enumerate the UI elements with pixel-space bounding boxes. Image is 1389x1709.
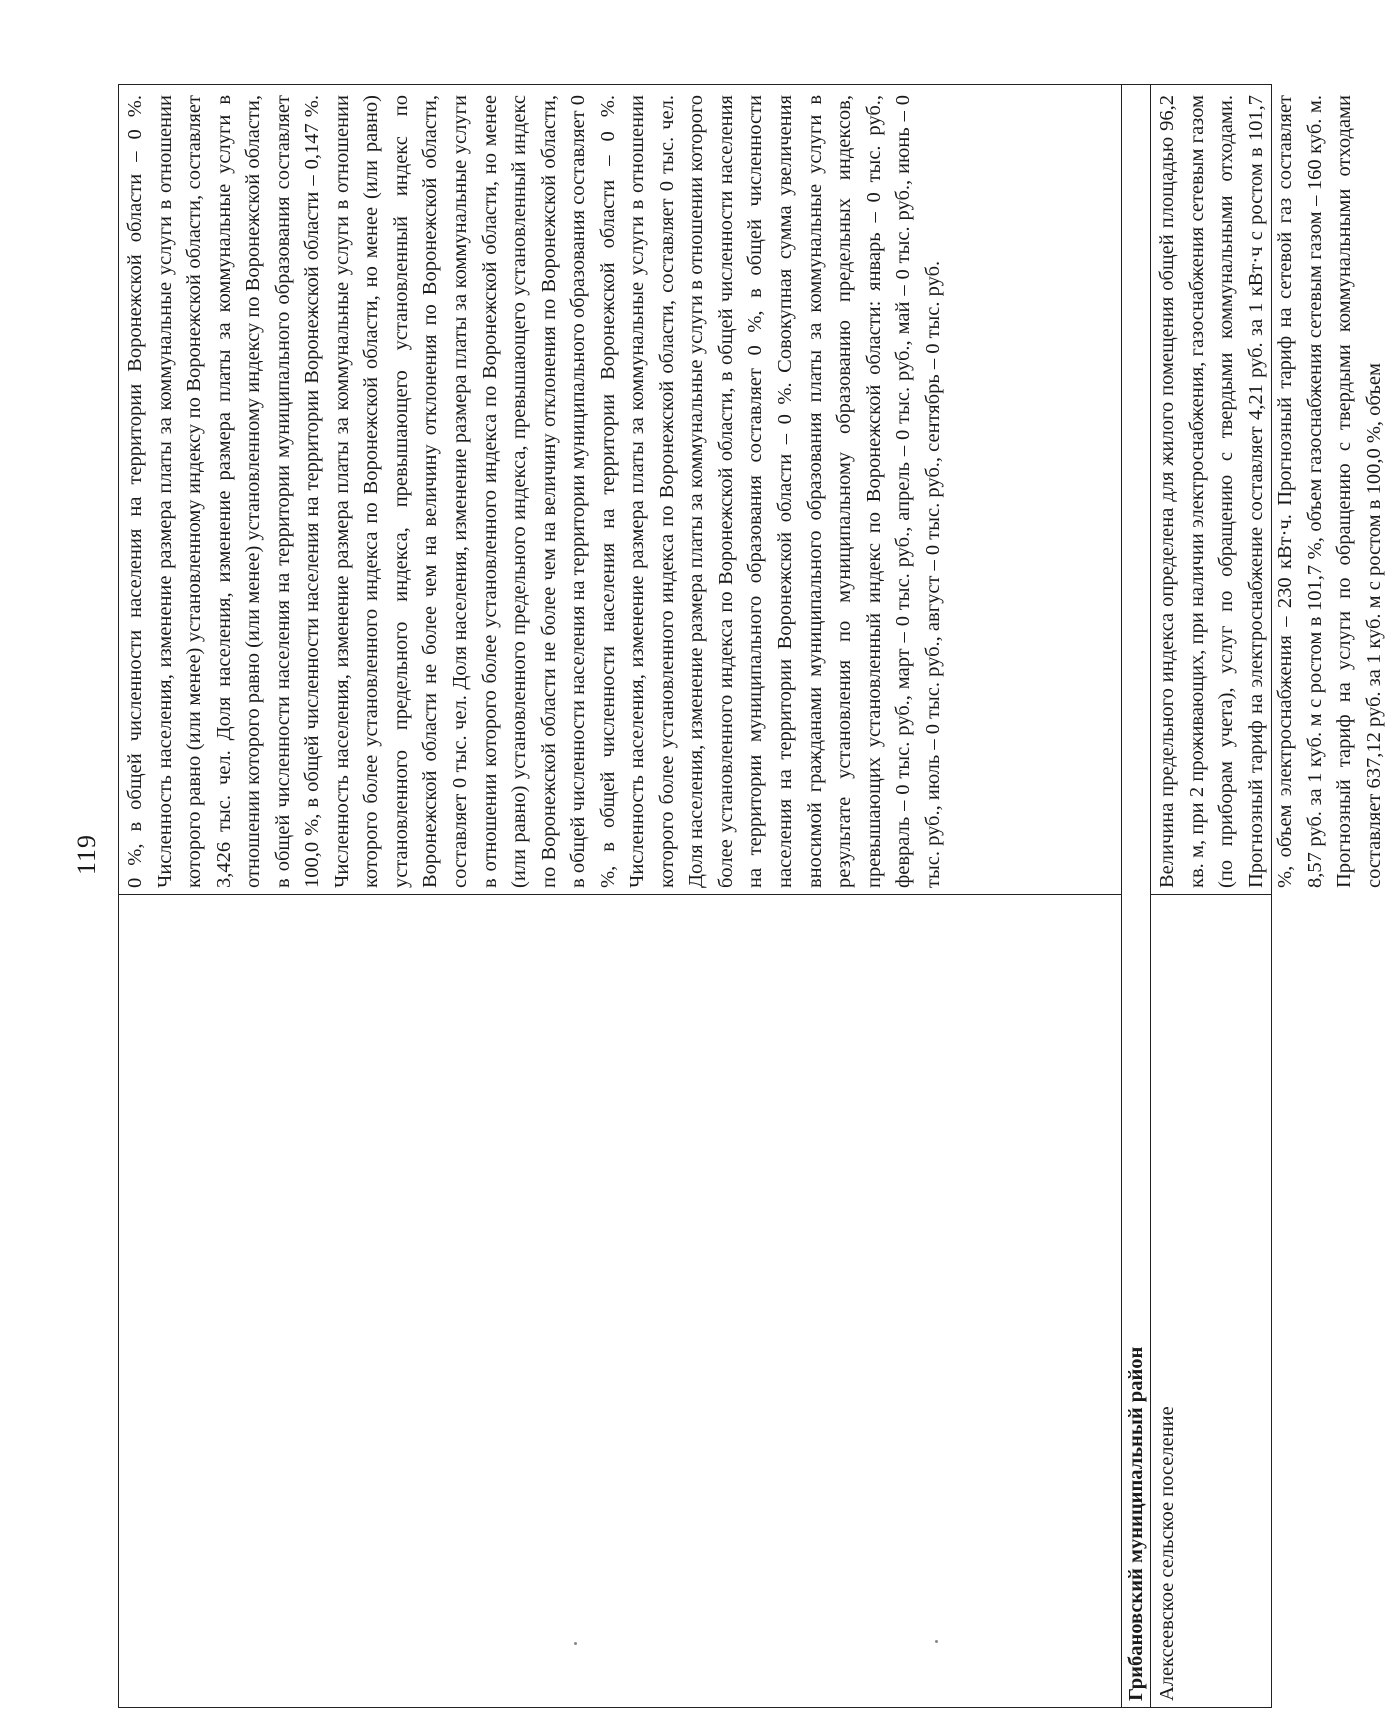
document-table [118, 84, 1385, 1708]
municipality-cell [119, 894, 1121, 1707]
scan-speck [935, 1640, 938, 1643]
table-row-continued [119, 85, 1121, 1707]
description-cell: Величина предельного индекса определена для жилого помещения общей площадью 96,2 кв. м, при 2 проживающих, при наличии электроснабжения, газоснабжения сетевым газом (по приборам учета), услуг по обращению с твердыми коммунальными отходами. Прогнозный тариф на электроснабжение составляет 4,21 руб. за 1 кВт·ч с ростом в 101,7 %, объем электроснабжения – 230 кВт·ч. Прогнозный тариф на сетевой газ составляет 8,57 руб. за 1 куб. м с ростом в 101,7 %, объем газоснабжения сетевым газом – 160 куб. м. Прогнозный тариф на услуги по обращению с твердыми коммунальными отходами составляет 637,12 руб. за 1 куб. м с ростом в 100,0 %, объем [1156, 95, 1385, 888]
table-row-entry [1150, 85, 1385, 1707]
section-header-district: Грибановский муниципальный район [1121, 85, 1150, 1707]
municipality-cell: Алексеевское сельское поселение [1151, 894, 1271, 1707]
description-cell: 0 %, в общей численности населения на территории Воронежской области – 0 %. Численность населения, изменение размера платы за коммунальные услуги в отношении которого равно (или менее) установленному индексу по Воронежской области, составляет 3,426 тыс. чел. Доля населения, изменение размера платы за коммунальные услуги в отношении которого равно (или менее) установленному индексу по Воронежской области, в общей численности населения на территории муниципального образования составляет 100,0 %, в общей численности населения на территории Воронежской области – 0,147 %. Численность населения, изменение размера платы за коммунальные услуги в отношении которого более установленного индекса по Воронежской области, но менее (или равно) установленного предельного индекса, превышающего установленный индекс по Воронежской области не более чем на величину отклонения по Воронежской области, составляет 0 тыс. чел. Доля населения, изменение размера платы за коммунальные услуги в отношении которого более установленного индекса по Воронежской области, но менее (или равно) установленного предельного индекса, превышающего установленный индекс по Воронежской области не более чем на величину отклонения по Воронежской области, в общей численности населения на территории муниципального образования составляет 0 %, в общей численности населения на территории Воронежской области – 0 %. Численность населения, изменение размера платы за коммунальные услуги в отношении которого более установленного индекса по Воронежской области, составляет 0 тыс. чел. Доля населения, изменение размера платы за коммунальные услуги в отношении которого более установленного индекса по Воронежской области, в общей численности населения на территории муниципального образования составляет 0 %, в общей численности населения на территории Воронежской области – 0 %. Совокупная сумма увеличения вносимой гражданами муниципального образования платы за коммунальные услуги в результате установления по муниципальному образованию предельных индексов, превышающих установленный индекс по Воронежской области: январь – 0 тыс. руб., февраль – 0 тыс. руб., март – 0 тыс. руб., апрель – 0 тыс. руб., май – 0 тыс. руб., июнь – 0 тыс. руб., июль – 0 тыс. руб., август – 0 тыс. руб., сентябрь – 0 тыс. руб. [124, 95, 944, 888]
scan-speck [574, 1642, 577, 1645]
page-number: 119 [72, 833, 101, 876]
